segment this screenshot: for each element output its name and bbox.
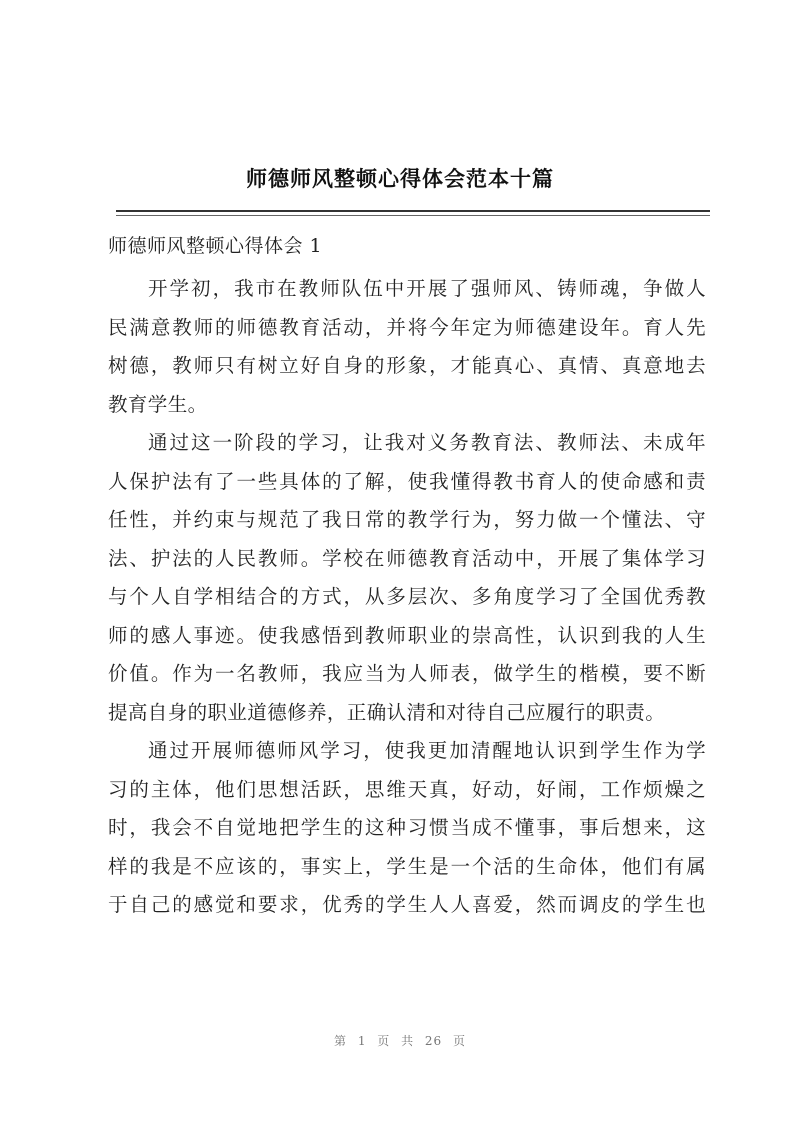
paragraph-line: 时，我会不自觉地把学生的这种习惯当成不懂事，事后想来，这	[108, 816, 706, 839]
paragraph-line: 开学初，我市在教师队伍中开展了强师风、铸师魂，争做人	[148, 277, 706, 300]
title-divider	[116, 210, 710, 212]
section-heading: 师德师风整顿心得体会 1	[108, 235, 323, 257]
paragraph-line: 与个人自学相结合的方式，从多层次、多角度学习了全国优秀教	[108, 585, 706, 608]
body-text	[108, 270, 706, 925]
paragraph-line: 教育学生。	[108, 392, 208, 416]
title-divider-thin	[116, 215, 710, 216]
paragraph-line: 于自己的感觉和要求，优秀的学生人人喜爱，然而调皮的学生也	[108, 893, 706, 916]
paragraph-line: 价值。作为一名教师，我应当为人师表，做学生的楷模，要不断	[108, 662, 706, 685]
paragraph-line: 样的我是不应该的，事实上，学生是一个活的生命体，他们有属	[108, 854, 706, 878]
paragraph-line: 法、护法的人民教师。学校在师德教育活动中，开展了集体学习	[108, 546, 706, 570]
paragraph-line: 习的主体，他们思想活跃，思维天真，好动，好闹，工作烦燥之	[108, 777, 706, 801]
paragraph-line: 树德，教师只有树立好自身的形象，才能真心、真情、真意地去	[108, 354, 706, 377]
document-title: 师德师风整顿心得体会范本十篇	[246, 166, 554, 191]
paragraph-line: 通过开展师德师风学习，使我更加清醒地认识到学生作为学	[148, 739, 706, 762]
paragraph-line: 任性，并约束与规范了我日常的教学行为，努力做一个懂法、守	[108, 508, 706, 531]
paragraph-line: 民满意教师的师德教育活动，并将今年定为师德建设年。育人先	[108, 315, 706, 339]
paragraph-line: 通过这一阶段的学习，让我对义务教育法、教师法、未成年	[148, 431, 706, 454]
paragraph-line: 提高自身的职业道德修养，正确认清和对待自己应履行的职责。	[108, 700, 666, 724]
page-number-footer: 第 1 页 共 26 页	[334, 1034, 466, 1048]
paragraph-line: 师的感人事迹。使我感悟到教师职业的崇高性，认识到我的人生	[108, 623, 706, 647]
paragraph-line: 人保护法有了一些具体的了解，使我懂得教书育人的使命感和责	[108, 469, 706, 493]
